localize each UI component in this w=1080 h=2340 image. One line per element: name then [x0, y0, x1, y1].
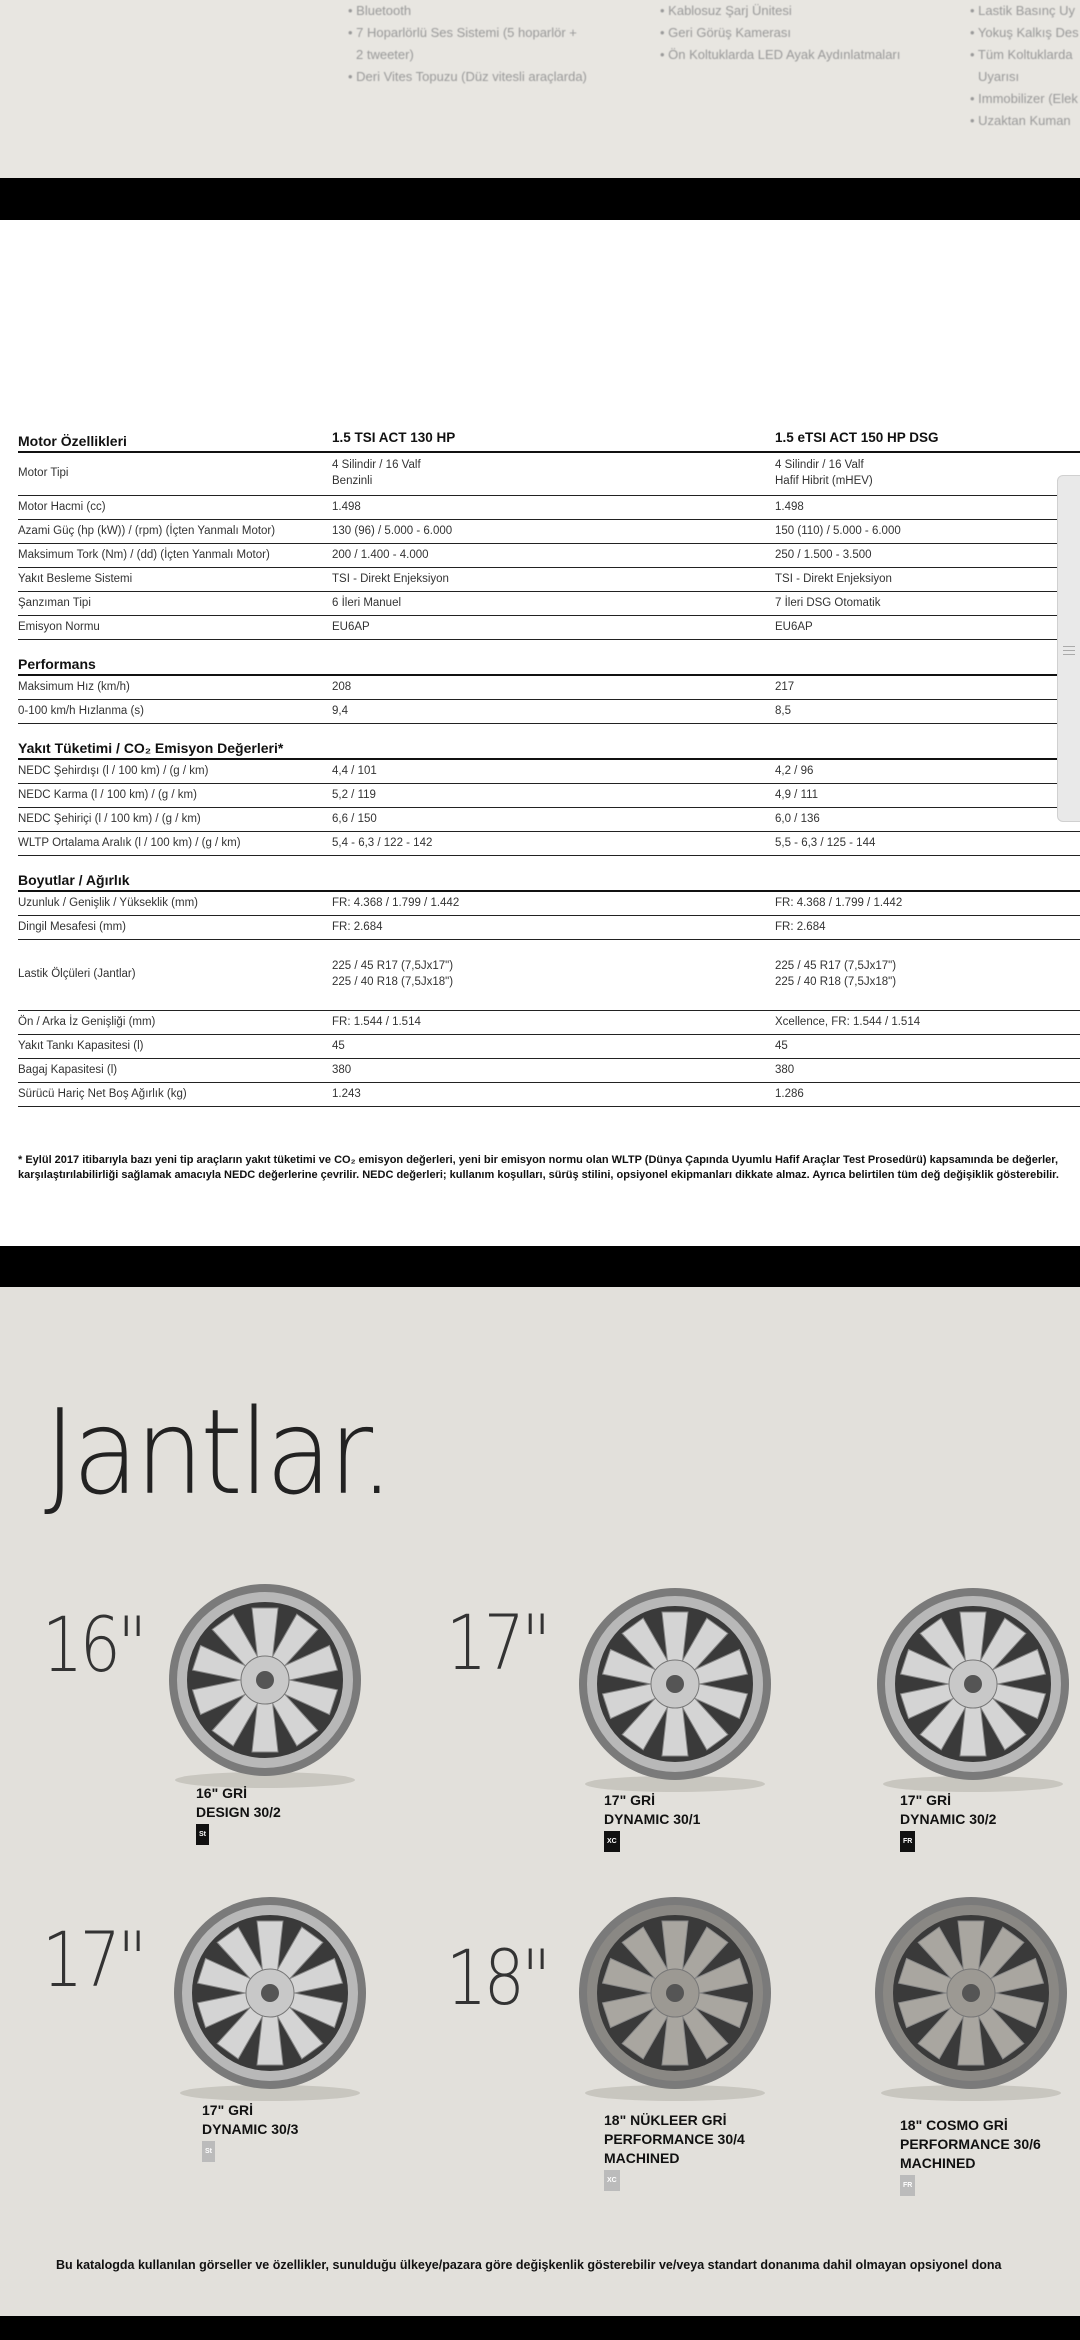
spec-label: Yakıt Besleme Sistemi: [18, 572, 133, 585]
spec-value: 225 / 40 R18 (7,5Jx18"): [332, 976, 454, 988]
wheel-image: [165, 1893, 375, 2103]
wheel-name-line: 17" GRİ: [202, 2102, 253, 2118]
spec-value: 208: [332, 680, 352, 693]
spec-row: [18, 544, 1080, 568]
wheel-caption: [900, 2116, 1041, 2196]
spec-value: 150 (110) / 5.000 - 6.000: [775, 524, 901, 537]
spec-row: [18, 1083, 1080, 1107]
features-col-2: [660, 0, 900, 66]
spec-value: 380: [775, 1063, 795, 1076]
spec-value: TSI - Direkt Enjeksiyon: [332, 572, 449, 585]
size-label: 17": [42, 1915, 144, 2004]
wheel-image: [866, 1893, 1076, 2103]
bottom-bar: [0, 2316, 1080, 2340]
wheel-name-line: PERFORMANCE 30/4: [604, 2131, 745, 2147]
spec-row: [18, 832, 1080, 856]
spec-label: Maksimum Tork (Nm) / (dd) (İçten Yanmalı Motor): [18, 548, 270, 561]
perf-section-header: [18, 640, 1080, 676]
spec-value: 8,5: [775, 704, 791, 717]
spec-row: [18, 453, 1080, 496]
spec-row: [18, 520, 1080, 544]
spec-value: FR: 2.684: [775, 920, 826, 933]
trim-badge: XC: [604, 1831, 620, 1852]
spec-value: 9,4: [332, 704, 348, 717]
section-title: Yakıt Tüketimi / CO₂ Emisyon Değerleri*: [18, 740, 284, 756]
spec-value: 1.498: [775, 500, 804, 513]
wheel-image: [160, 1580, 370, 1790]
spec-row: [18, 568, 1080, 592]
spec-label: Motor Tipi: [18, 467, 69, 479]
spec-label: WLTP Ortalama Aralık (l / 100 km) / (g / km): [18, 836, 241, 849]
spec-label: 0-100 km/h Hızlanma (s): [18, 704, 144, 717]
feature-item: • Tüm Koltuklarda: [970, 47, 1073, 62]
spec-value: 225 / 45 R17 (7,5Jx17"): [332, 960, 454, 972]
spec-label: Şanzıman Tipi: [18, 596, 91, 609]
feature-item: • Yokuş Kalkış Des: [970, 25, 1079, 40]
wheel-caption: [604, 1791, 700, 1852]
spec-value: 4 Silindir / 16 Valf: [332, 459, 421, 471]
dim-section-header: [18, 856, 1080, 892]
spec-value: 6 İleri Manuel: [332, 596, 402, 609]
spec-value: FR: 1.544 / 1.514: [332, 1015, 421, 1028]
size-label: 16": [42, 1600, 144, 1689]
column-header-a: 1.5 TSI ACT 130 HP: [332, 430, 456, 445]
spec-row: [18, 916, 1080, 940]
spec-row: [18, 1059, 1080, 1083]
wheel-caption: [196, 1784, 281, 1845]
trim-badge: XC: [604, 2170, 620, 2191]
spec-value: Benzinli: [332, 475, 373, 487]
spec-value: 4,2 / 96: [775, 764, 814, 777]
engine-section-header: [18, 425, 1080, 453]
spec-value: Xcellence, FR: 1.544 / 1.514: [775, 1015, 921, 1028]
spec-value: Hafif Hibrit (mHEV): [775, 475, 873, 487]
spec-row: [18, 808, 1080, 832]
spec-row: [18, 1035, 1080, 1059]
section-title: Performans: [18, 656, 96, 672]
engine-rows: [18, 453, 1080, 640]
spec-label: NEDC Şehiriçi (l / 100 km) / (g / km): [18, 812, 201, 825]
spec-value: 5,5 - 6,3 / 125 - 144: [775, 836, 876, 849]
spec-label: Ön / Arka İz Genişliği (mm): [18, 1015, 156, 1028]
spec-value: 45: [775, 1039, 788, 1052]
trim-badge: FR: [900, 2175, 915, 2196]
wheel-caption: [604, 2111, 745, 2191]
spec-value: 6,6 / 150: [332, 812, 377, 825]
spec-value: EU6AP: [775, 620, 813, 633]
spec-value: FR: 2.684: [332, 920, 383, 933]
spec-row: [18, 760, 1080, 784]
spec-value: 130 (96) / 5.000 - 6.000: [332, 524, 453, 537]
spec-label: NEDC Karma (l / 100 km) / (g / km): [18, 788, 197, 801]
spec-value: EU6AP: [332, 620, 370, 633]
wheel-name-line: DYNAMIC 30/1: [604, 1811, 701, 1827]
spec-value: 4 Silindir / 16 Valf: [775, 459, 864, 471]
wheel-name-line: DYNAMIC 30/3: [202, 2121, 299, 2137]
trim-badge: St: [202, 2141, 215, 2162]
trim-badge: St: [196, 1824, 209, 1845]
feature-item: • Uzaktan Kuman: [970, 113, 1071, 128]
feature-item: • Immobilizer (Elek: [970, 91, 1078, 106]
spec-value: 217: [775, 680, 795, 693]
feature-item: 2 tweeter): [356, 47, 414, 62]
column-header-b: 1.5 eTSI ACT 150 HP DSG: [775, 430, 939, 445]
section-title: Motor Özellikleri: [18, 433, 127, 449]
spec-row: [18, 700, 1080, 724]
spec-value: 4,9 / 111: [775, 788, 819, 801]
wheel-name-line: DESIGN 30/2: [196, 1804, 281, 1820]
wheel-image: [868, 1584, 1078, 1794]
wheel-name-line: 16" GRİ: [196, 1785, 247, 1801]
wheel-name-line: DYNAMIC 30/2: [900, 1811, 997, 1827]
features-col-3: [970, 0, 1079, 132]
spec-value: 200 / 1.400 - 4.000: [332, 548, 429, 561]
spec-label: Lastik Ölçüleri (Jantlar): [18, 968, 136, 980]
feature-item: • Lastik Basınç Uy: [970, 3, 1075, 18]
spec-value: 250 / 1.500 - 3.500: [775, 548, 872, 561]
spec-row: [18, 616, 1080, 640]
spec-row: [18, 1011, 1080, 1035]
spec-value: 1.498: [332, 500, 361, 513]
spec-value: FR: 4.368 / 1.799 / 1.442: [775, 896, 903, 909]
feature-item: • Geri Görüş Kamerası: [660, 25, 791, 40]
spec-value: 4,4 / 101: [332, 764, 377, 777]
spec-row: [18, 676, 1080, 700]
spec-value: 1.286: [775, 1087, 804, 1100]
spec-label: Emisyon Normu: [18, 620, 100, 633]
spec-row: [18, 940, 1080, 1011]
catalog-disclaimer: Bu katalogda kullanılan görseller ve özellikler, sunulduğu ülkeye/pazara göre değişkenlik gösterebilir ve/veya standart donanıma dahil olmayan opsiyonel dona: [56, 2258, 1002, 2272]
size-label: 18": [446, 1933, 548, 2022]
wheel-name-line: PERFORMANCE 30/6: [900, 2136, 1041, 2152]
features-band: [0, 0, 1080, 178]
wheel-name-line: 17" GRİ: [604, 1792, 655, 1808]
footnote: * Eylül 2017 itibarıyla bazı yeni tip araçların yakıt tüketimi ve CO₂ emisyon değerleri, yeni bir emisyon normu olan WLTP (Dünya Çapında Uyumlu Hafif Araçlar Test Prosedürü) kapsamında be değerler, karşılaştırılabilirliği sağlamak amacıyla NEDC değerlerine çevrilir. NEDC değerleri; kullanım koşulları, sürüş stilini, opsiyonel ekipmanları dikkate almaz. Ayrıca belirtilen tüm değ değişiklik gösterebilir.: [18, 1154, 1059, 1181]
feature-item: • Bluetooth: [348, 3, 412, 18]
feature-item: • Kablosuz Şarj Ünitesi: [660, 3, 792, 18]
spec-value: 6,0 / 136: [775, 812, 820, 825]
perf-rows: [18, 676, 1080, 724]
spec-value: FR: 4.368 / 1.799 / 1.442: [332, 896, 460, 909]
wheel-name-line: MACHINED: [604, 2150, 680, 2166]
spec-label: Maksimum Hız (km/h): [18, 680, 130, 693]
spec-value: 380: [332, 1063, 352, 1076]
wheel-name-line: 17" GRİ: [900, 1792, 951, 1808]
feature-item: • Ön Koltuklarda LED Ayak Aydınlatmaları: [660, 47, 901, 62]
wheel-caption: [202, 2101, 298, 2162]
spec-label: Motor Hacmi (cc): [18, 500, 106, 513]
spec-label: NEDC Şehirdışı (l / 100 km) / (g / km): [18, 764, 209, 777]
divider-bar: [0, 1246, 1080, 1287]
wheel-caption: [900, 1791, 996, 1852]
wheel-image: [570, 1584, 780, 1794]
divider-bar: [0, 178, 1080, 220]
spec-label: Azami Güç (hp (kW)) / (rpm) (İçten Yanmalı Motor): [18, 524, 276, 537]
side-scroll-handle[interactable]: [1057, 475, 1080, 822]
spec-label: Sürücü Hariç Net Boş Ağırlık (kg): [18, 1087, 187, 1100]
wheel-name-line: 18" COSMO GRİ: [900, 2117, 1008, 2133]
feature-item: Uyarısı: [978, 69, 1020, 84]
spec-value: 7 İleri DSG Otomatik: [775, 596, 881, 609]
spec-value: 225 / 40 R18 (7,5Jx18"): [775, 976, 897, 988]
feature-item: • 7 Hoparlörlü Ses Sistemi (5 hoparlör +: [348, 25, 577, 40]
section-title: Boyutlar / Ağırlık: [18, 872, 130, 888]
spec-row: [18, 496, 1080, 520]
spec-row: [18, 784, 1080, 808]
features-col-1: [348, 0, 587, 88]
spec-value: 45: [332, 1039, 345, 1052]
trim-badge: FR: [900, 1831, 915, 1852]
wheel-image: [570, 1893, 780, 2103]
spec-value: 225 / 45 R17 (7,5Jx17"): [775, 960, 897, 972]
gallery-title: Jantlar.: [44, 1383, 391, 1521]
spec-label: Yakıt Tankı Kapasitesi (l): [18, 1039, 144, 1052]
dim-rows: [18, 892, 1080, 1107]
spec-value: 1.243: [332, 1087, 361, 1100]
spec-value: 5,2 / 119: [332, 788, 376, 801]
spec-table: [18, 425, 1080, 1107]
size-label: 17": [446, 1598, 548, 1687]
spec-label: Uzunluk / Genişlik / Yükseklik (mm): [18, 896, 198, 909]
spec-label: Bagaj Kapasitesi (l): [18, 1063, 118, 1076]
spec-row: [18, 592, 1080, 616]
fuel-section-header: [18, 724, 1080, 760]
feature-item: • Deri Vites Topuzu (Düz vitesli araçlarda): [348, 69, 587, 84]
wheel-name-line: MACHINED: [900, 2155, 976, 2171]
wheel-name-line: 18" NÜKLEER GRİ: [604, 2112, 727, 2128]
spec-value: 5,4 - 6,3 / 122 - 142: [332, 836, 433, 849]
spec-label: Dingil Mesafesi (mm): [18, 920, 126, 933]
fuel-rows: [18, 760, 1080, 856]
spec-row: [18, 892, 1080, 916]
spec-value: TSI - Direkt Enjeksiyon: [775, 572, 892, 585]
